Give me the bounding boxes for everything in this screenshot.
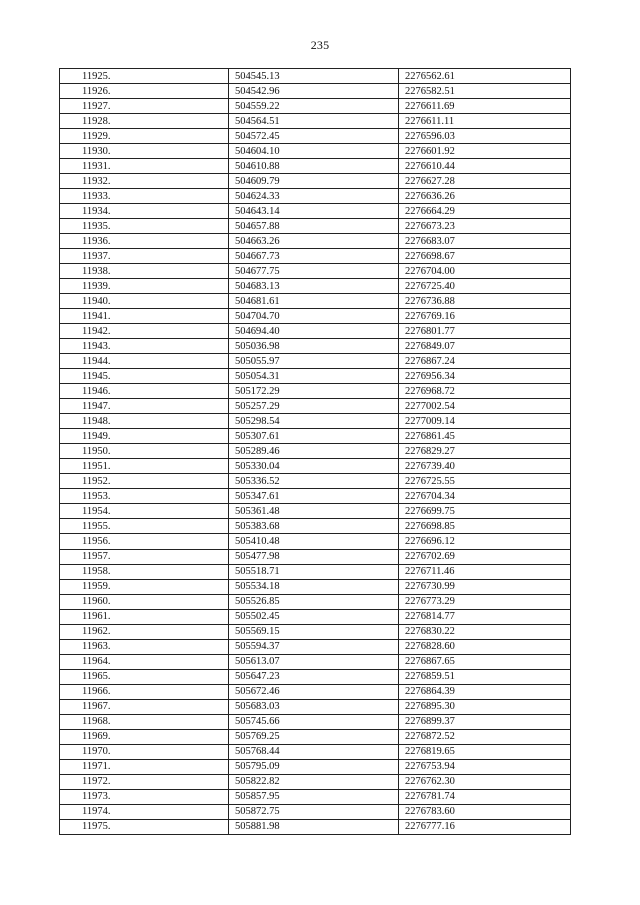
y-coordinate-cell: 2276596.03 [399, 129, 571, 144]
point-number-cell: 11947. [60, 399, 229, 414]
x-coordinate-cell: 505036.98 [229, 339, 399, 354]
table-row [60, 234, 571, 249]
y-coordinate-cell: 2276725.40 [399, 279, 571, 294]
table-row [60, 249, 571, 264]
table-row [60, 84, 571, 99]
x-coordinate-cell: 505881.98 [229, 819, 399, 834]
table-row [60, 219, 571, 234]
y-coordinate-cell: 2276859.51 [399, 669, 571, 684]
point-number-cell: 11957. [60, 549, 229, 564]
y-coordinate-cell: 2276730.99 [399, 579, 571, 594]
y-coordinate-cell: 2276968.72 [399, 384, 571, 399]
x-coordinate-cell: 504624.33 [229, 189, 399, 204]
table-row [60, 579, 571, 594]
y-coordinate-cell: 2276704.00 [399, 264, 571, 279]
table-row [60, 549, 571, 564]
y-coordinate-cell: 2276781.74 [399, 789, 571, 804]
y-coordinate-cell: 2276627.28 [399, 174, 571, 189]
x-coordinate-cell: 505361.48 [229, 504, 399, 519]
point-number-cell: 11931. [60, 159, 229, 174]
table-row [60, 819, 571, 834]
x-coordinate-cell: 505745.66 [229, 714, 399, 729]
y-coordinate-cell: 2276830.22 [399, 624, 571, 639]
point-number-cell: 11964. [60, 654, 229, 669]
point-number-cell: 11945. [60, 369, 229, 384]
table-row [60, 564, 571, 579]
y-coordinate-cell: 2276725.55 [399, 474, 571, 489]
y-coordinate-cell: 2276867.24 [399, 354, 571, 369]
x-coordinate-cell: 504704.70 [229, 309, 399, 324]
y-coordinate-cell: 2276899.37 [399, 714, 571, 729]
table-row [60, 774, 571, 789]
point-number-cell: 11973. [60, 789, 229, 804]
table-row [60, 684, 571, 699]
x-coordinate-cell: 505672.46 [229, 684, 399, 699]
point-number-cell: 11961. [60, 609, 229, 624]
x-coordinate-cell: 505054.31 [229, 369, 399, 384]
point-number-cell: 11966. [60, 684, 229, 699]
y-coordinate-cell: 2276711.46 [399, 564, 571, 579]
x-coordinate-cell: 504643.14 [229, 204, 399, 219]
x-coordinate-cell: 505534.18 [229, 579, 399, 594]
point-number-cell: 11970. [60, 744, 229, 759]
table-row [60, 624, 571, 639]
table-row [60, 324, 571, 339]
point-number-cell: 11938. [60, 264, 229, 279]
table-row [60, 264, 571, 279]
x-coordinate-cell: 504604.10 [229, 144, 399, 159]
table-row [60, 144, 571, 159]
table-row [60, 534, 571, 549]
y-coordinate-cell: 2276777.16 [399, 819, 571, 834]
x-coordinate-cell: 505526.85 [229, 594, 399, 609]
x-coordinate-cell: 505502.45 [229, 609, 399, 624]
y-coordinate-cell: 2276753.94 [399, 759, 571, 774]
point-number-cell: 11971. [60, 759, 229, 774]
x-coordinate-cell: 505298.54 [229, 414, 399, 429]
table-row [60, 174, 571, 189]
point-number-cell: 11936. [60, 234, 229, 249]
x-coordinate-cell: 505477.98 [229, 549, 399, 564]
table-row [60, 594, 571, 609]
x-coordinate-cell: 505647.23 [229, 669, 399, 684]
x-coordinate-cell: 504559.22 [229, 99, 399, 114]
y-coordinate-cell: 2276867.65 [399, 654, 571, 669]
x-coordinate-cell: 505768.44 [229, 744, 399, 759]
point-number-cell: 11942. [60, 324, 229, 339]
x-coordinate-cell: 505569.15 [229, 624, 399, 639]
x-coordinate-cell: 504564.51 [229, 114, 399, 129]
y-coordinate-cell: 2276895.30 [399, 699, 571, 714]
table-row [60, 459, 571, 474]
point-number-cell: 11954. [60, 504, 229, 519]
table-row [60, 639, 571, 654]
table-row [60, 384, 571, 399]
point-number-cell: 11940. [60, 294, 229, 309]
table-row [60, 369, 571, 384]
y-coordinate-cell: 2276819.65 [399, 744, 571, 759]
x-coordinate-cell: 504677.75 [229, 264, 399, 279]
table-row [60, 654, 571, 669]
x-coordinate-cell: 505613.07 [229, 654, 399, 669]
page-number: 235 [310, 38, 330, 52]
x-coordinate-cell: 504663.26 [229, 234, 399, 249]
table-row [60, 504, 571, 519]
y-coordinate-cell: 2276861.45 [399, 429, 571, 444]
x-coordinate-cell: 505347.61 [229, 489, 399, 504]
y-coordinate-cell: 2276562.61 [399, 69, 571, 84]
x-coordinate-cell: 504694.40 [229, 324, 399, 339]
x-coordinate-cell: 505410.48 [229, 534, 399, 549]
point-number-cell: 11958. [60, 564, 229, 579]
y-coordinate-cell: 2276611.11 [399, 114, 571, 129]
x-coordinate-cell: 505307.61 [229, 429, 399, 444]
coordinates-table [59, 68, 571, 835]
point-number-cell: 11929. [60, 129, 229, 144]
point-number-cell: 11962. [60, 624, 229, 639]
point-number-cell: 11959. [60, 579, 229, 594]
y-coordinate-cell: 2277009.14 [399, 414, 571, 429]
point-number-cell: 11926. [60, 84, 229, 99]
table-row [60, 474, 571, 489]
point-number-cell: 11969. [60, 729, 229, 744]
table-row [60, 69, 571, 84]
table-row [60, 789, 571, 804]
point-number-cell: 11972. [60, 774, 229, 789]
table-row [60, 429, 571, 444]
point-number-cell: 11935. [60, 219, 229, 234]
y-coordinate-cell: 2276664.29 [399, 204, 571, 219]
table-row [60, 189, 571, 204]
table-row [60, 129, 571, 144]
point-number-cell: 11934. [60, 204, 229, 219]
y-coordinate-cell: 2276582.51 [399, 84, 571, 99]
point-number-cell: 11955. [60, 519, 229, 534]
point-number-cell: 11963. [60, 639, 229, 654]
table-row [60, 354, 571, 369]
y-coordinate-cell: 2276829.27 [399, 444, 571, 459]
x-coordinate-cell: 505518.71 [229, 564, 399, 579]
y-coordinate-cell: 2276601.92 [399, 144, 571, 159]
point-number-cell: 11925. [60, 69, 229, 84]
x-coordinate-cell: 505172.29 [229, 384, 399, 399]
table-row [60, 444, 571, 459]
table-row [60, 279, 571, 294]
point-number-cell: 11968. [60, 714, 229, 729]
point-number-cell: 11949. [60, 429, 229, 444]
x-coordinate-cell: 504610.88 [229, 159, 399, 174]
table-row [60, 399, 571, 414]
y-coordinate-cell: 2276773.29 [399, 594, 571, 609]
x-coordinate-cell: 504667.73 [229, 249, 399, 264]
table-row [60, 309, 571, 324]
x-coordinate-cell: 505822.82 [229, 774, 399, 789]
y-coordinate-cell: 2276872.52 [399, 729, 571, 744]
table-row [60, 294, 571, 309]
x-coordinate-cell: 504681.61 [229, 294, 399, 309]
table-row [60, 204, 571, 219]
table-row [60, 114, 571, 129]
table-row [60, 519, 571, 534]
x-coordinate-cell: 504657.88 [229, 219, 399, 234]
x-coordinate-cell: 504609.79 [229, 174, 399, 189]
point-number-cell: 11937. [60, 249, 229, 264]
point-number-cell: 11928. [60, 114, 229, 129]
point-number-cell: 11944. [60, 354, 229, 369]
y-coordinate-cell: 2276739.40 [399, 459, 571, 474]
y-coordinate-cell: 2276698.67 [399, 249, 571, 264]
y-coordinate-cell: 2276636.26 [399, 189, 571, 204]
y-coordinate-cell: 2276699.75 [399, 504, 571, 519]
x-coordinate-cell: 504572.45 [229, 129, 399, 144]
point-number-cell: 11951. [60, 459, 229, 474]
y-coordinate-cell: 2277002.54 [399, 399, 571, 414]
point-number-cell: 11956. [60, 534, 229, 549]
y-coordinate-cell: 2276864.39 [399, 684, 571, 699]
y-coordinate-cell: 2276673.23 [399, 219, 571, 234]
x-coordinate-cell: 505055.97 [229, 354, 399, 369]
x-coordinate-cell: 505857.95 [229, 789, 399, 804]
x-coordinate-cell: 505594.37 [229, 639, 399, 654]
table-row [60, 609, 571, 624]
y-coordinate-cell: 2276769.16 [399, 309, 571, 324]
point-number-cell: 11967. [60, 699, 229, 714]
x-coordinate-cell: 504683.13 [229, 279, 399, 294]
point-number-cell: 11975. [60, 819, 229, 834]
x-coordinate-cell: 504542.96 [229, 84, 399, 99]
x-coordinate-cell: 505795.09 [229, 759, 399, 774]
y-coordinate-cell: 2276696.12 [399, 534, 571, 549]
table-row [60, 759, 571, 774]
y-coordinate-cell: 2276801.77 [399, 324, 571, 339]
point-number-cell: 11960. [60, 594, 229, 609]
y-coordinate-cell: 2276611.69 [399, 99, 571, 114]
x-coordinate-cell: 505330.04 [229, 459, 399, 474]
table-row [60, 669, 571, 684]
y-coordinate-cell: 2276610.44 [399, 159, 571, 174]
point-number-cell: 11939. [60, 279, 229, 294]
x-coordinate-cell: 505683.03 [229, 699, 399, 714]
point-number-cell: 11927. [60, 99, 229, 114]
y-coordinate-cell: 2276814.77 [399, 609, 571, 624]
x-coordinate-cell: 505769.25 [229, 729, 399, 744]
table-row [60, 489, 571, 504]
table-row [60, 804, 571, 819]
point-number-cell: 11946. [60, 384, 229, 399]
point-number-cell: 11932. [60, 174, 229, 189]
point-number-cell: 11930. [60, 144, 229, 159]
table-row [60, 159, 571, 174]
y-coordinate-cell: 2276762.30 [399, 774, 571, 789]
point-number-cell: 11933. [60, 189, 229, 204]
table-row [60, 729, 571, 744]
y-coordinate-cell: 2276683.07 [399, 234, 571, 249]
y-coordinate-cell: 2276849.07 [399, 339, 571, 354]
point-number-cell: 11950. [60, 444, 229, 459]
table-row [60, 744, 571, 759]
x-coordinate-cell: 505257.29 [229, 399, 399, 414]
point-number-cell: 11941. [60, 309, 229, 324]
table-row [60, 699, 571, 714]
point-number-cell: 11952. [60, 474, 229, 489]
point-number-cell: 11974. [60, 804, 229, 819]
x-coordinate-cell: 505289.46 [229, 444, 399, 459]
y-coordinate-cell: 2276956.34 [399, 369, 571, 384]
y-coordinate-cell: 2276828.60 [399, 639, 571, 654]
table-row [60, 414, 571, 429]
table-body [60, 69, 571, 835]
table-row [60, 714, 571, 729]
point-number-cell: 11948. [60, 414, 229, 429]
y-coordinate-cell: 2276783.60 [399, 804, 571, 819]
y-coordinate-cell: 2276702.69 [399, 549, 571, 564]
point-number-cell: 11943. [60, 339, 229, 354]
x-coordinate-cell: 505872.75 [229, 804, 399, 819]
x-coordinate-cell: 505383.68 [229, 519, 399, 534]
table-row [60, 339, 571, 354]
x-coordinate-cell: 504545.13 [229, 69, 399, 84]
y-coordinate-cell: 2276704.34 [399, 489, 571, 504]
x-coordinate-cell: 505336.52 [229, 474, 399, 489]
point-number-cell: 11965. [60, 669, 229, 684]
y-coordinate-cell: 2276698.85 [399, 519, 571, 534]
point-number-cell: 11953. [60, 489, 229, 504]
table-row [60, 99, 571, 114]
y-coordinate-cell: 2276736.88 [399, 294, 571, 309]
